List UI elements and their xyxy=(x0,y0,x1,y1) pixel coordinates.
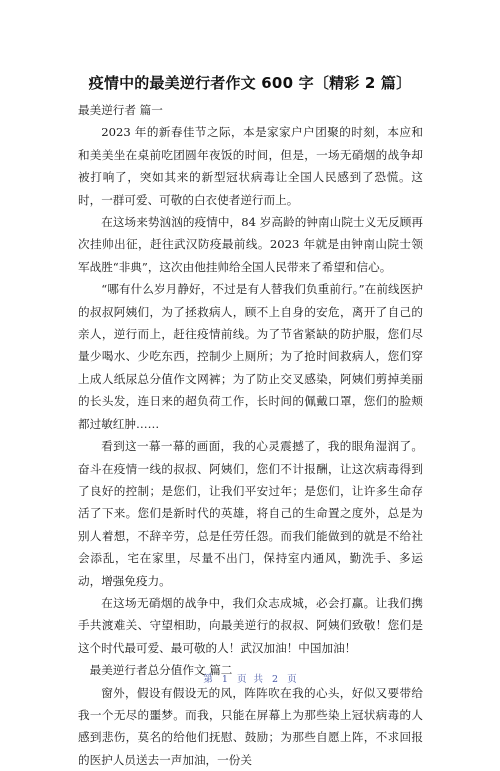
paragraph: 看到这一幕一幕的画面，我的心灵震撼了，我的眼角湿润了。奋斗在疫情一线的叔叔、阿姨们，您们不计报酬，让这次病毒得到了良好的控制；是您们，让我们平安过年；是您们，让许多生命存活了下来。您们是新时代的英雄，将自己的生命置之度外，总是为别人着想，不辞辛劳，总是任劳任怨。而我们能做到的就是不给社会添乱，宅在家里，尽量不出门，保持室内通风，勤洗手、多运动，增强免疫力。 xyxy=(78,439,423,588)
paragraph: 窗外，假设有假设无的风，阵阵吹在我的心头，好似又要带给我一个无尽的噩梦。而我，只能在屏幕上为那些染上冠状病毒的人感到悲伤，莫名的给他们抚慰、鼓励；为那些自愿上阵，不求回报的医护人员送去一声加油，一份关 xyxy=(78,685,423,767)
paragraph: 在这场来势汹汹的疫情中，84 岁高龄的钟南山院士义无反顾再次挂帅出征，赶往武汉防疫最前线。2023 年就是由钟南山院士领军战胜“非典”，这次由他挂帅给全国人民带来了希望和信心。 xyxy=(78,215,423,274)
page-footer xyxy=(0,671,500,685)
footer-suffix: 页 xyxy=(287,674,297,685)
paragraph: 在这场无硝烟的战争中，我们众志成城，必会打赢。让我们携手共渡难关、守望相助，向最美逆行的叔叔、阿姨们致敬！您们是这个时代最可爱、最可敬的人！武汉加油！中国加油！ xyxy=(78,595,423,655)
footer-prefix: 第 xyxy=(203,674,213,685)
footer-mid: 页 共 xyxy=(236,674,264,685)
section-heading-1: 最美逆行者 篇一 xyxy=(78,103,163,117)
footer-page-number: 1 xyxy=(221,674,228,685)
document-title: 疫情中的最美逆行者作文 600 字〔精彩 2 篇〕 xyxy=(88,74,412,92)
footer-total-pages: 2 xyxy=(272,674,279,685)
paragraph: “哪有什么岁月静好，不过是有人替我们负重前行。”在前线医护的叔叔阿姨们，为了拯救病人，顾不上自身的安危，离开了自己的亲人，逆行而上，赶往疫情前线。为了节省紧缺的防护服，您们尽量少喝水、少吃东西，控制少上厕所；为了抢时间救病人，您们穿上成人纸尿总分值作文网裤；为了防止交叉感染，阿姨们剪掉美丽的长头发，连日来的超负荷工作，长时间的佩戴口罩，您们的脸颊都过敏红肿…… xyxy=(78,282,423,431)
section-heading-2: 最美逆行者总分值作文 篇二 xyxy=(89,663,233,678)
paragraph: 2023 年的新春佳节之际，本是家家户户团聚的时刻，本应和和美美坐在桌前吃团圆年夜饭的时间，但是，一场无硝烟的战争却被打响了，突如其来的新型冠状病毒让全国人民感到了恐慌。这时，一群可爱、可敬的白衣使者逆行而上。 xyxy=(78,125,423,207)
